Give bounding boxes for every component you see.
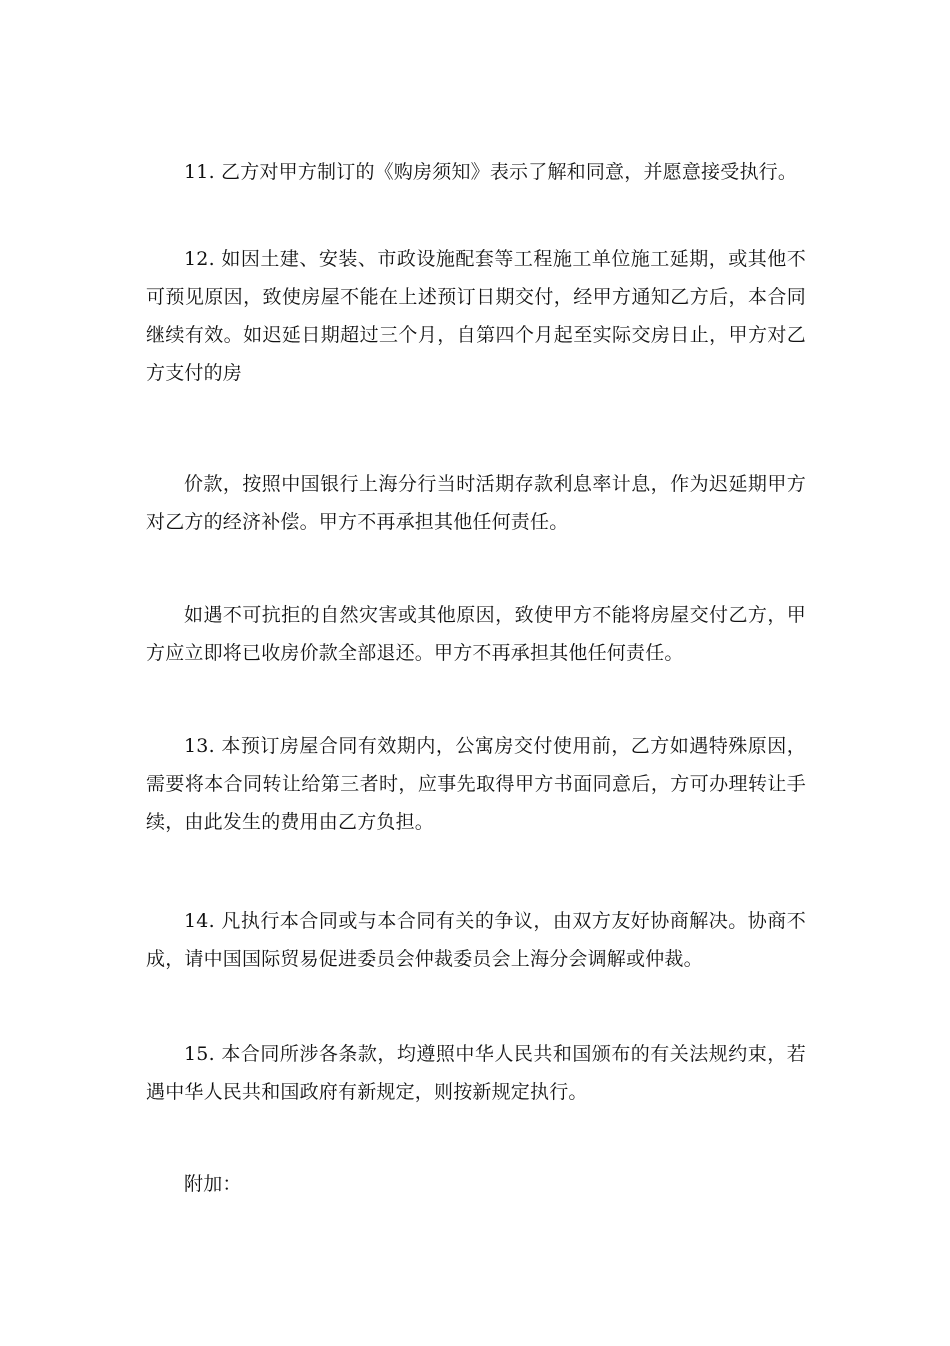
clause-14: 14. 凡执行本合同或与本合同有关的争议，由双方友好协商解决。协商不成，请中国国际贸易促进委员会仲裁委员会上海分会调解或仲裁。	[146, 910, 806, 970]
clause-15: 15. 本合同所涉各条款，均遵照中华人民共和国颁布的有关法规约束，若遇中华人民共和国政府有新规定，则按新规定执行。	[146, 1043, 806, 1103]
clause-12-continued: 价款，按照中国银行上海分行当时活期存款利息率计息，作为迟延期甲方对乙方的经济补偿。甲方不再承担其他任何责任。	[146, 473, 806, 533]
appendix-heading: 附加：	[184, 1173, 242, 1195]
clause-11: 11. 乙方对甲方制订的《购房须知》表示了解和同意，并愿意接受执行。	[184, 161, 798, 183]
clause-12-force-majeure: 如遇不可抗拒的自然灾害或其他原因，致使甲方不能将房屋交付乙方，甲方应立即将已收房价款全部退还。甲方不再承担其他任何责任。	[146, 604, 806, 664]
clause-12: 12. 如因土建、安装、市政设施配套等工程施工单位施工延期，或其他不可预见原因，致使房屋不能在上述预订日期交付，经甲方通知乙方后，本合同继续有效。如迟延日期超过三个月，自第四个月起至实际交房日止，甲方对乙方支付的房	[146, 248, 806, 384]
clause-13: 13. 本预订房屋合同有效期内，公寓房交付使用前，乙方如遇特殊原因，需要将本合同转让给第三者时，应事先取得甲方书面同意后，方可办理转让手续，由此发生的费用由乙方负担。	[146, 735, 806, 833]
